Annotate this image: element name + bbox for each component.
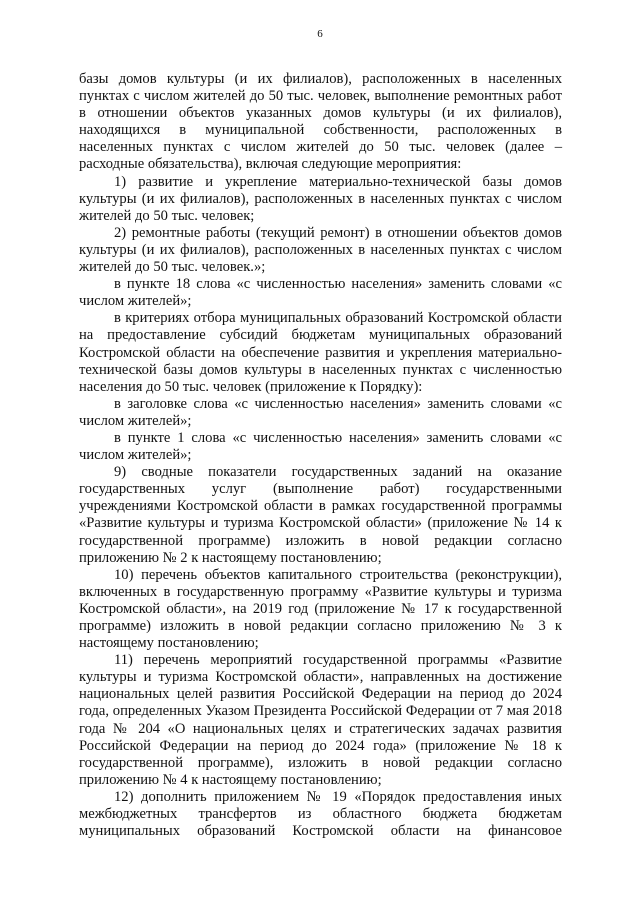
- paragraph-item-2: 2) ремонтные работы (текущий ремонт) в отношении объектов домов культуры (и их филиалов), расположенных в населенных пунктах с числом жителей до 50 тыс. человек.»;: [79, 224, 562, 276]
- paragraph-heading-change: в заголовке слова «с численностью населения» заменить словами «с числом жителей»;: [79, 395, 562, 429]
- paragraph-selection-criteria: в критериях отбора муниципальных образований Костромской области на предоставление субсидий бюджетам муниципальных образований Костромской области на обеспечение развития и укрепления материально-технической базы домов культуры в населенных пунктах с численностью населения до 50 тыс. человек (приложение к Порядку):: [79, 310, 562, 395]
- paragraph-item-12: 12) дополнить приложением № 19 «Порядок предоставления иных межбюджетных трансфертов из областного бюджета бюджетам муниципальных образований Костромской области на финансовое: [79, 788, 562, 840]
- document-body: [79, 71, 562, 840]
- paragraph-item-11: 11) перечень мероприятий государственной программы «Развитие культуры и туризма Костромской области», направленных на достижение национальных целей развития Российской Федерации на период до 2024 года, определенных Указом Президента Российской Федерации от 7 мая 2018 года № 204 «О национальных целях и стратегических задачах развития Российской Федерации на период до 2024 года» (приложение № 18 к государственной программе), изложить в новой редакции согласно приложению № 4 к настоящему постановлению;: [79, 652, 562, 788]
- paragraph-item-9: 9) сводные показатели государственных заданий на оказание государственных услуг (выполнение работ) государственными учреждениями Костромской области в рамках государственной программы «Развитие культуры и туризма Костромской области» (приложение № 14 к государственной программе) изложить в новой редакции согласно приложению № 2 к настоящему постановлению;: [79, 464, 562, 566]
- paragraph-item-1: 1) развитие и укрепление материально-технической базы домов культуры (и их филиалов), расположенных в населенных пунктах с числом жителей до 50 тыс. человек;: [79, 173, 562, 224]
- paragraph-point-1: в пункте 1 слова «с численностью населения» заменить словами «с числом жителей»;: [79, 429, 562, 464]
- paragraph-item-10: 10) перечень объектов капитального строительства (реконструкции), включенных в государственную программу «Развитие культуры и туризма Костромской области», на 2019 год (приложение № 17 к государственной программе) изложить в новой редакции согласно приложению № 3 к настоящему постановлению;: [79, 566, 562, 652]
- paragraph-continuation: базы домов культуры (и их филиалов), расположенных в населенных пунктах с числом жителей до 50 тыс. человек, выполнение ремонтных работ в отношении объектов указанных домов культуры (и их филиалов), находящихся в муниципальной собственности, расположенных в населенных пунктах с числом жителей до 50 тыс. человек (далее – расходные обязательства), включая следующие мероприятия:: [79, 71, 562, 173]
- page-number: 6: [317, 28, 323, 40]
- paragraph-point-18: в пункте 18 слова «с численностью населения» заменить словами «с числом жителей»;: [79, 276, 562, 310]
